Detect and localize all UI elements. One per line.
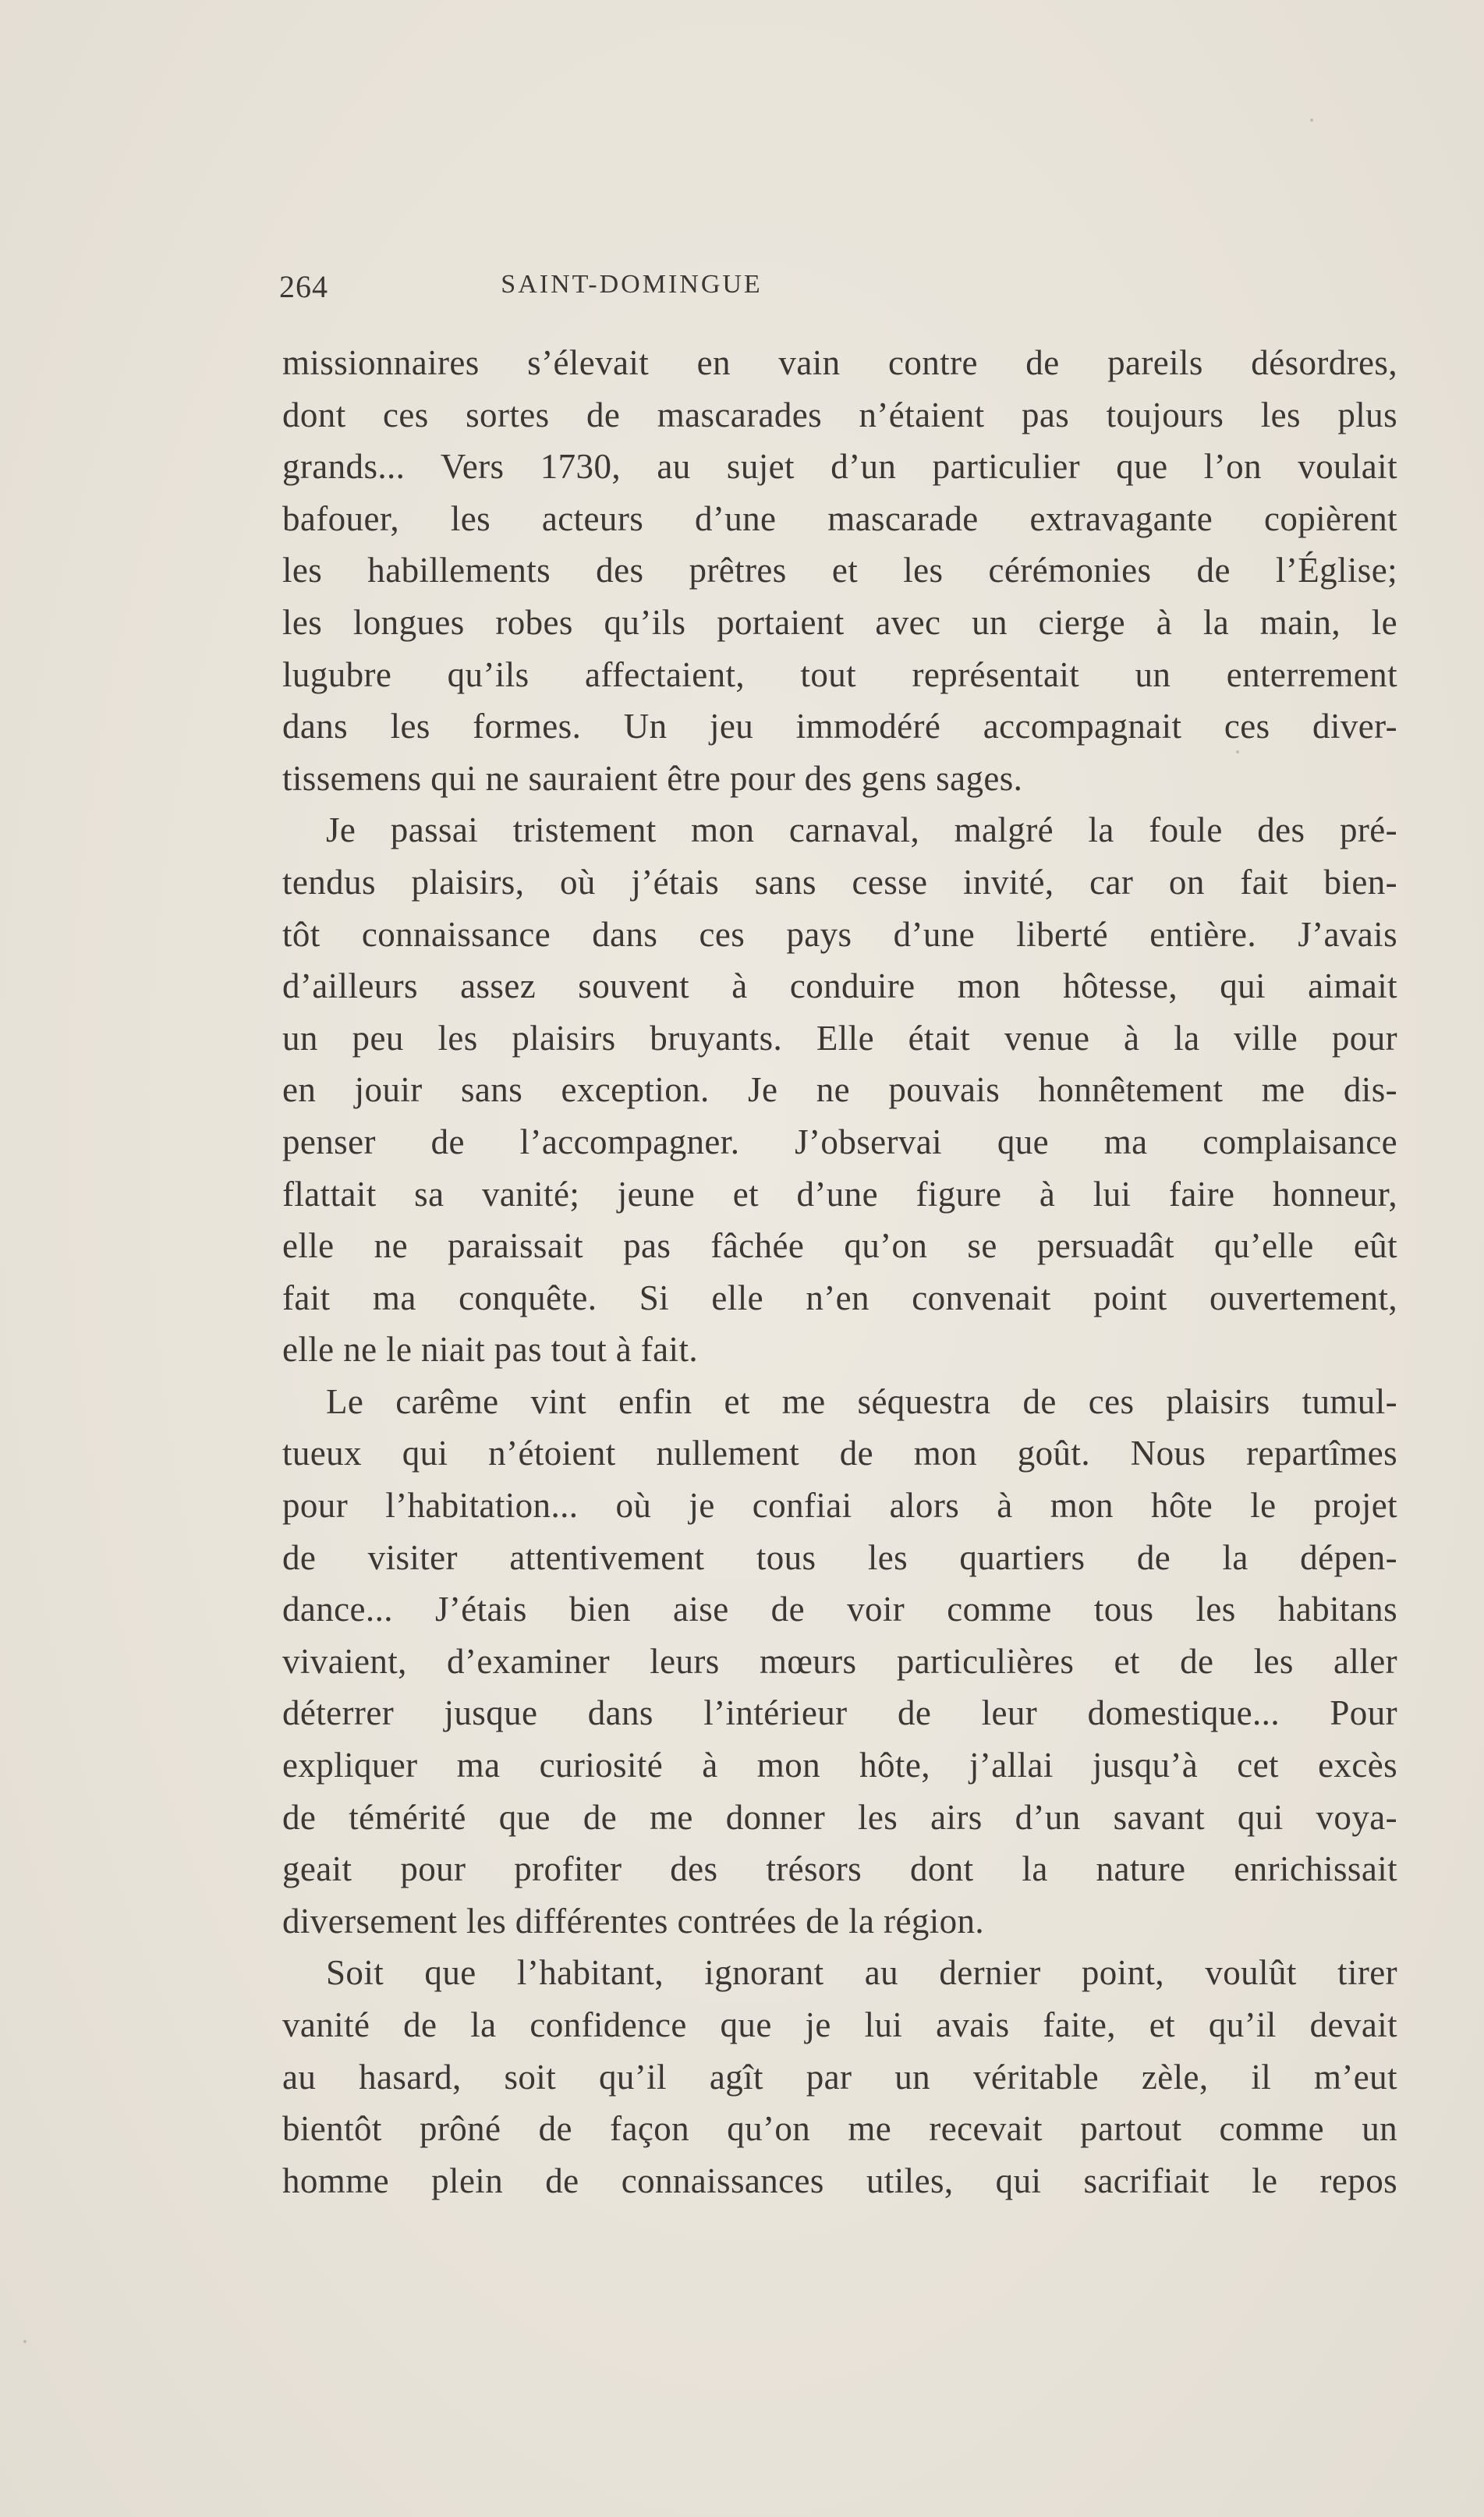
text-line: homme plein de connaissances utiles, qui sacrifiait le repos [282, 2161, 1397, 2200]
text-line: bafouer, les acteurs d’une mascarade extravagante copièrent [282, 498, 1397, 538]
text-line: tendus plaisirs, où j’étais sans cesse invité, car on fait bien- [282, 862, 1397, 902]
text-line: bientôt prôné de façon qu’on me recevait partout comme un [282, 2109, 1397, 2149]
paper-speck [1310, 119, 1313, 122]
text-line: dance... J’étais bien aise de voir comme tous les habitans [282, 1590, 1397, 1629]
text-line: missionnaires s’élevait en vain contre de pareils désordres, [282, 343, 1397, 382]
text-line: elle ne paraissait pas fâchée qu’on se persuadât qu’elle eût [282, 1226, 1397, 1266]
text-line: vanité de la confidence que je lui avais faite, et qu’il devait [282, 2005, 1397, 2044]
text-line: au hasard, soit qu’il agît par un véritable zèle, il m’eut [282, 2057, 1397, 2097]
text-line: Soit que l’habitant, ignorant au dernier point, voulût tirer [326, 1953, 1397, 1993]
text-line: pour l’habitation... où je confiai alors à mon hôte le projet [282, 1486, 1397, 1526]
running-head [279, 268, 984, 307]
text-line: diversement les différentes contrées de la région. [282, 1901, 985, 1941]
text-line: grands... Vers 1730, au sujet d’un particulier que l’on voulait [282, 447, 1397, 487]
text-line: elle ne le niait pas tout à fait. [282, 1330, 699, 1370]
text-line: de témérité que de me donner les airs d’un savant qui voya- [282, 1797, 1397, 1837]
text-line: Je passai tristement mon carnaval, malgré la foule des pré- [326, 810, 1397, 850]
text-line: les longues robes qu’ils portaient avec un cierge à la main, le [282, 602, 1397, 642]
text-line: vivaient, d’examiner leurs mœurs particulières et de les aller [282, 1641, 1397, 1681]
text-line: tissemens qui ne sauraient être pour des gens sages. [282, 758, 1023, 798]
paper-speck [23, 2340, 27, 2343]
text-line: dont ces sortes de mascarades n’étaient pas toujours les plus [282, 395, 1397, 434]
text-line: geait pour profiter des trésors dont la nature enrichissait [282, 1849, 1397, 1889]
text-line: tueux qui n’étoient nullement de mon goût. Nous repartîmes [282, 1434, 1397, 1473]
text-line: flattait sa vanité; jeune et d’une figure à lui faire honneur, [282, 1174, 1397, 1214]
text-line: de visiter attentivement tous les quartiers de la dépen- [282, 1537, 1397, 1577]
text-line: lugubre qu’ils affectaient, tout représentait un enterrement [282, 654, 1397, 694]
text-line: d’ailleurs assez souvent à conduire mon hôtesse, qui aimait [282, 966, 1397, 1006]
text-line: expliquer ma curiosité à mon hôte, j’allai jusqu’à cet excès [282, 1746, 1397, 1785]
text-line: penser de l’accompagner. J’observai que ma complaisance [282, 1122, 1397, 1161]
text-line: les habillements des prêtres et les cérémonies de l’Église; [282, 551, 1397, 590]
running-title: SAINT-DOMINGUE [501, 270, 763, 299]
paper-speck [1236, 750, 1239, 753]
text-line: en jouir sans exception. Je ne pouvais honnêtement me dis- [282, 1070, 1397, 1110]
body-text [282, 337, 1397, 2207]
text-line: un peu les plaisirs bruyants. Elle était venue à la ville pour [282, 1018, 1397, 1058]
text-line: tôt connaissance dans ces pays d’une liberté entière. J’avais [282, 914, 1397, 954]
text-line: Le carême vint enfin et me séquestra de ces plaisirs tumul- [326, 1381, 1397, 1421]
text-line: dans les formes. Un jeu immodéré accompagnait ces diver- [282, 707, 1397, 746]
text-line: déterrer jusque dans l’intérieur de leur domestique... Pour [282, 1693, 1397, 1733]
page-number: 264 [279, 269, 328, 304]
text-line: fait ma conquête. Si elle n’en convenait point ouvertement, [282, 1278, 1397, 1317]
